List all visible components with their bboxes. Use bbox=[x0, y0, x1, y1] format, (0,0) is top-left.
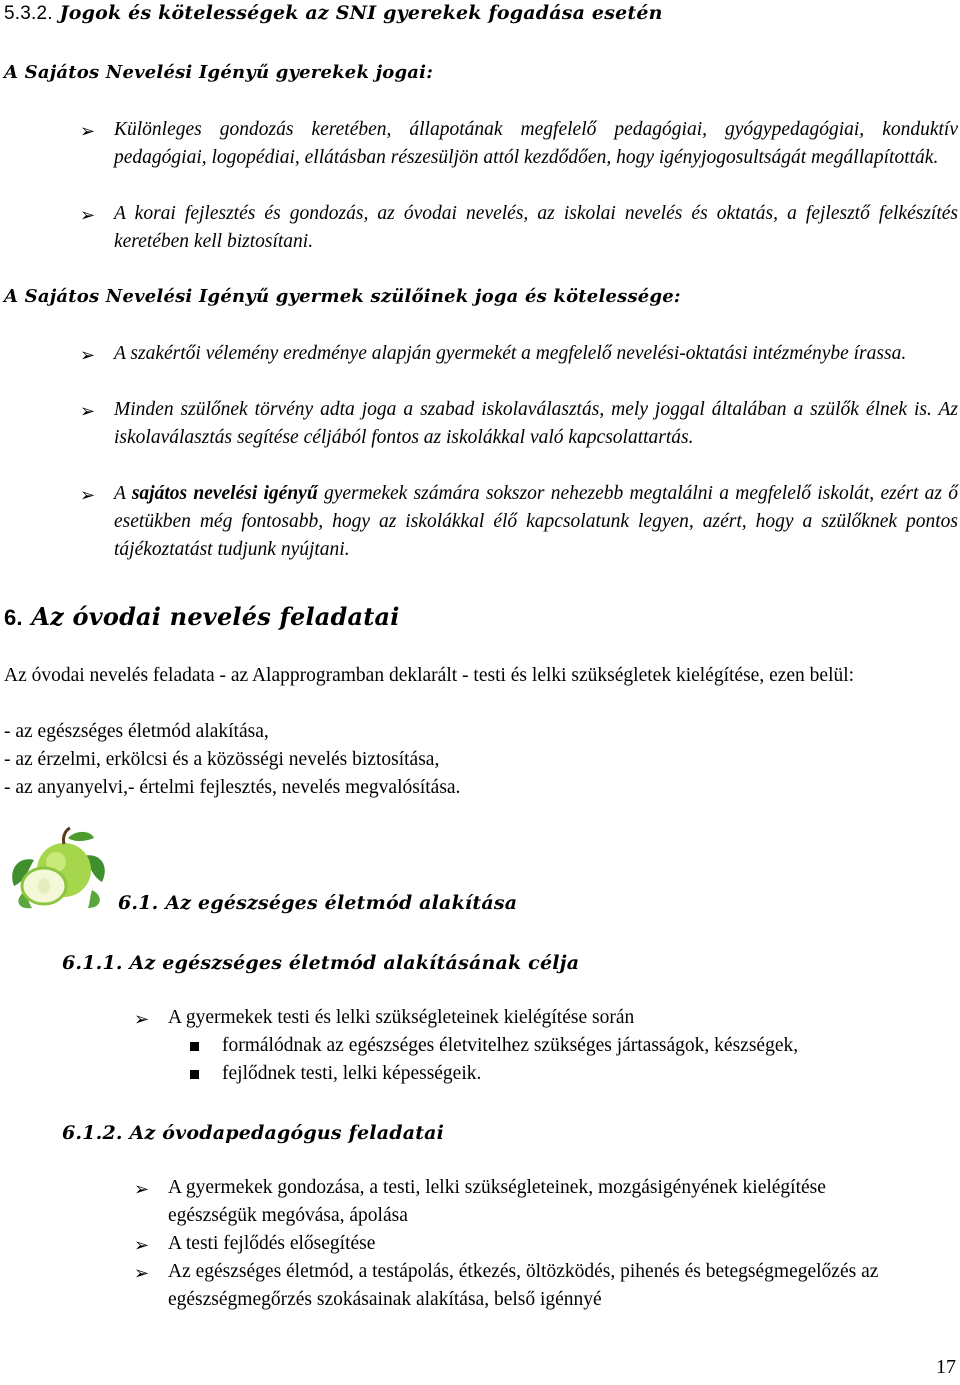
rights-heading: A Sajátos Nevelési Igényű gyerekek jogai: bbox=[4, 62, 434, 83]
goal-subitem: fejlődnek testi, lelki képességeik. bbox=[222, 1063, 482, 1084]
section-title: Az egészséges életmód alakítása bbox=[165, 892, 518, 914]
list-item: - az egészséges életmód alakítása, bbox=[4, 721, 269, 742]
parent-item: A szakértői vélemény eredménye alapján gyermekét a megfelelő nevelési-oktatási intézménybe írassa. bbox=[114, 343, 907, 364]
emphasis-text: sajátos nevelési igényű bbox=[131, 483, 318, 504]
parent-item: Minden szülőnek törvény adta joga a szabad iskolaválasztás, mely joggal általában a szülők élnek is. Az iskolaválasztás segítése céljából fontos az iskolákkal való kapcsolattartás. bbox=[114, 399, 958, 448]
list-item: - az anyanyelvi,- értelmi fejlesztés, nevelés megvalósítása. bbox=[4, 777, 461, 798]
arrow-bullet-icon: ➢ bbox=[134, 1235, 150, 1256]
arrow-bullet-icon: ➢ bbox=[134, 1263, 150, 1284]
task-item: Az egészséges életmód, a testápolás, étkezés, öltözködés, pihenés és betegségmegelőzés az egészségmegőrzés szokásainak alakítása, belső igénnyé bbox=[168, 1261, 879, 1310]
arrow-bullet-icon: ➢ bbox=[134, 1179, 150, 1200]
square-bullet-icon bbox=[190, 1070, 199, 1079]
square-bullet-icon bbox=[190, 1042, 199, 1051]
arrow-bullet-icon: ➢ bbox=[134, 1009, 150, 1030]
section-heading-6-1 bbox=[118, 892, 517, 914]
rights-item: A korai fejlesztés és gondozás, az óvodai nevelés, az iskolai nevelés és oktatás, a fejlesztő felkészítés keretében kell biztosítani. bbox=[114, 203, 958, 252]
list-item: - az érzelmi, erkölcsi és a közösségi nevelés biztosítása, bbox=[4, 749, 440, 770]
parent-heading: A Sajátos Nevelési Igényű gyermek szülőinek joga és kötelessége: bbox=[4, 286, 681, 307]
section-number: 5.3.2. bbox=[4, 3, 53, 24]
section-number: 6.1. bbox=[118, 892, 159, 914]
rights-item: Különleges gondozás keretében, állapotának megfelelő pedagógiai, gyógypedagógiai, konduktív pedagógiai, logopédiai, ellátásban részesüljön attól kezdődően, hogy igényjogosultságát megállapították. bbox=[114, 119, 958, 168]
arrow-bullet-icon: ➢ bbox=[80, 345, 96, 366]
parent-item: A sajátos nevelési igényű gyermekek számára sokszor nehezebb megtalálni a megfelelő iskolát, ezért az ő esetükben még fontosabb, hogy az iskolákkal élő kapcsolatunk legyen, azért, hogy a szülőknek pontos tájékoztatást tudjunk nyújtani. bbox=[114, 483, 958, 560]
section-title: Az óvodai nevelés feladatai bbox=[31, 602, 400, 631]
arrow-bullet-icon: ➢ bbox=[80, 205, 96, 226]
arrow-bullet-icon: ➢ bbox=[80, 401, 96, 422]
section-title: Az egészséges életmód alakításának célja bbox=[129, 952, 580, 974]
page-number: 17 bbox=[936, 1356, 956, 1378]
task-item: A gyermekek gondozása, a testi, lelki szükségleteinek, mozgásigényének kielégítése egészségük megóvása, ápolása bbox=[168, 1177, 826, 1226]
section-title: Jogok és kötelességek az SNI gyerekek fogadása esetén bbox=[59, 2, 663, 24]
goal-item: A gyermekek testi és lelki szükségleteinek kielégítése során bbox=[168, 1007, 635, 1028]
section-number: 6.1.1. bbox=[62, 952, 123, 974]
section-heading-6-1-1 bbox=[62, 952, 579, 974]
task-item: A testi fejlődés elősegítése bbox=[168, 1233, 376, 1254]
arrow-bullet-icon: ➢ bbox=[80, 485, 96, 506]
section-6-intro: Az óvodai nevelés feladata - az Alapprogramban deklarált - testi és lelki szükségletek kielégítése, ezen belül: bbox=[4, 665, 855, 686]
arrow-bullet-icon: ➢ bbox=[80, 121, 96, 142]
section-heading-6 bbox=[4, 602, 400, 631]
green-apple-icon bbox=[4, 826, 112, 912]
section-heading-5-3-2 bbox=[4, 2, 663, 25]
section-heading-6-1-2 bbox=[62, 1122, 444, 1144]
section-title: Az óvodapedagógus feladatai bbox=[129, 1122, 445, 1144]
section-number: 6. bbox=[4, 605, 23, 630]
section-number: 6.1.2. bbox=[62, 1122, 123, 1144]
goal-subitem: formálódnak az egészséges életvitelhez szükséges jártasságok, készségek, bbox=[222, 1035, 799, 1056]
